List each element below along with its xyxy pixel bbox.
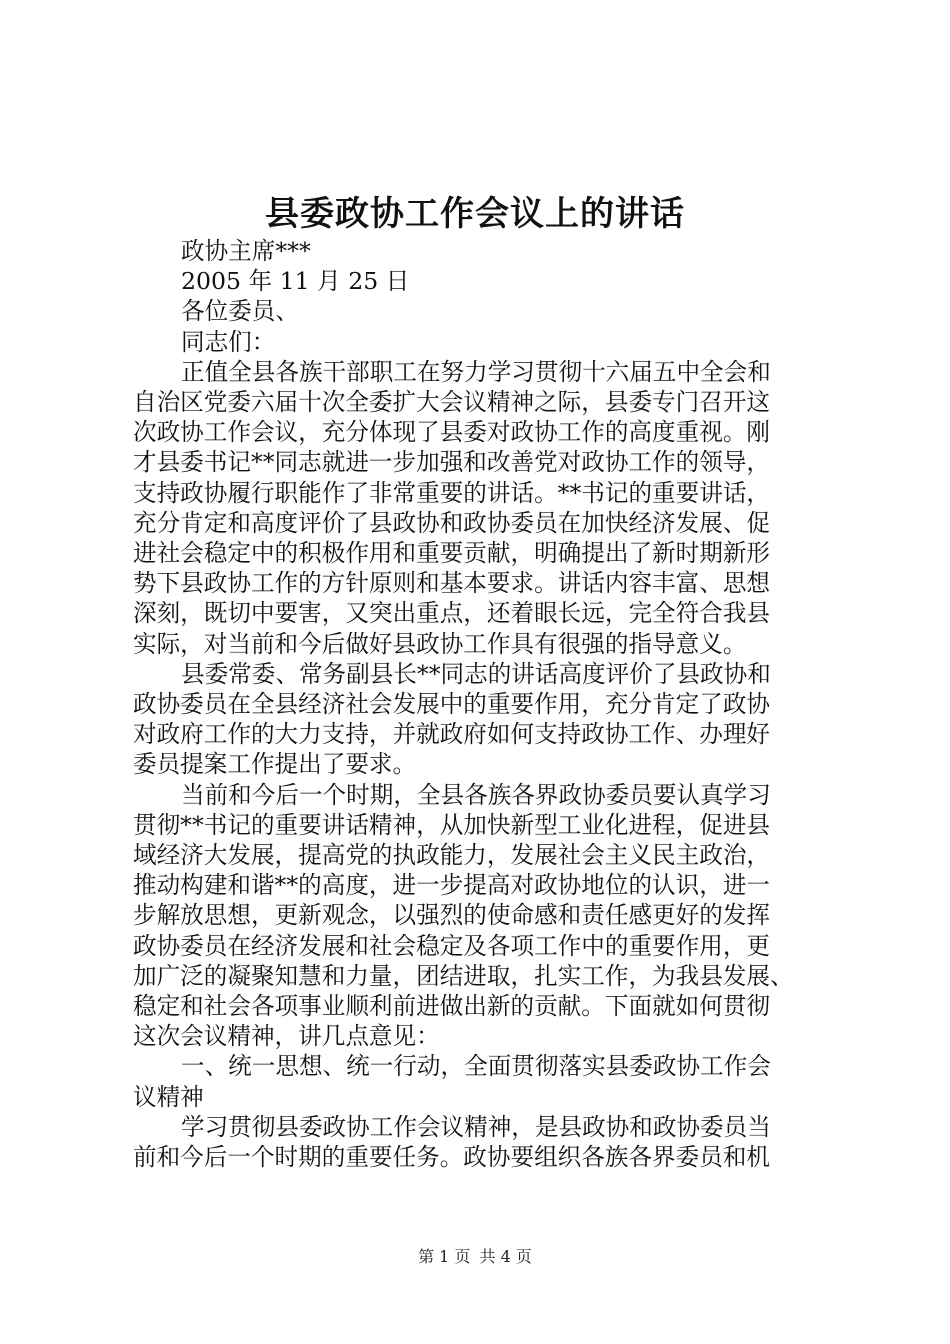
text-line: 前和今后一个时期的重要任务。政协要组织各族各界委员和机 — [133, 1143, 771, 1172]
text-line: 2005 年 11 月 25 日 — [181, 267, 410, 296]
document-title: 县委政协工作会议上的讲话 — [265, 194, 685, 234]
text-line: 加广泛的凝聚知慧和力量，团结进取，扎实工作，为我县发展、 — [133, 961, 794, 990]
text-line: 议精神 — [133, 1082, 204, 1111]
text-line: 推动构建和谐**的高度，进一步提高对政协地位的认识，进一 — [133, 871, 771, 900]
page-number: 第 1 页 — [418, 1247, 471, 1266]
text-line: 学习贯彻县委政协工作会议精神，是县政协和政协委员当 — [181, 1112, 771, 1141]
text-line: 正值全县各族干部职工在努力学习贯彻十六届五中全会和 — [181, 357, 771, 386]
text-line: 政协委员在经济发展和社会稳定及各项工作中的重要作用，更 — [133, 931, 771, 960]
text-line: 稳定和社会各项事业顺利前进做出新的贡献。下面就如何贯彻 — [133, 992, 771, 1021]
text-line: 各位委员、 — [181, 297, 299, 326]
text-line: 自治区党委六届十次全委扩大会议精神之际，县委专门召开这 — [133, 388, 771, 417]
text-line: 步解放思想，更新观念，以强烈的使命感和责任感更好的发挥 — [133, 901, 771, 930]
text-line: 同志们： — [181, 327, 276, 356]
page-total: 共 4 页 — [479, 1247, 532, 1266]
document-body — [133, 236, 833, 1172]
page-footer — [0, 1244, 950, 1267]
text-line: 政协委员在全县经济社会发展中的重要作用，充分肯定了政协 — [133, 690, 771, 719]
text-line: 充分肯定和高度评价了县政协和政协委员在加快经济发展、促 — [133, 508, 771, 537]
text-line: 势下县政协工作的方针原则和基本要求。讲话内容丰富、思想 — [133, 569, 771, 598]
text-line: 支持政协履行职能作了非常重要的讲话。**书记的重要讲话， — [133, 478, 771, 507]
text-line: 对政府工作的大力支持，并就政府如何支持政协工作、办理好 — [133, 720, 771, 749]
text-line: 贯彻**书记的重要讲话精神，从加快新型工业化进程，促进县 — [133, 810, 771, 839]
text-line: 政协主席*** — [181, 237, 311, 265]
text-line: 域经济大发展，提高党的执政能力，发展社会主义民主政治， — [133, 841, 771, 870]
text-line: 委员提案工作提出了要求。 — [133, 750, 417, 779]
text-line: 才县委书记**同志就进一步加强和改善党对政协工作的领导， — [133, 448, 771, 477]
text-line: 这次会议精神，讲几点意见： — [133, 1022, 440, 1051]
text-line: 实际，对当前和今后做好县政协工作具有很强的指导意义。 — [133, 629, 747, 658]
text-line: 深刻，既切中要害，又突出重点，还着眼长远，完全符合我县 — [133, 599, 771, 628]
text-line: 当前和今后一个时期，全县各族各界政协委员要认真学习 — [181, 780, 771, 809]
text-line: 县委常委、常务副县长**同志的讲话高度评价了县政协和 — [181, 659, 771, 688]
text-line: 一、统一思想、统一行动，全面贯彻落实县委政协工作会 — [181, 1052, 771, 1081]
text-line: 次政协工作会议，充分体现了县委对政协工作的高度重视。刚 — [133, 418, 771, 447]
text-line: 进社会稳定中的积极作用和重要贡献，明确提出了新时期新形 — [133, 539, 771, 568]
